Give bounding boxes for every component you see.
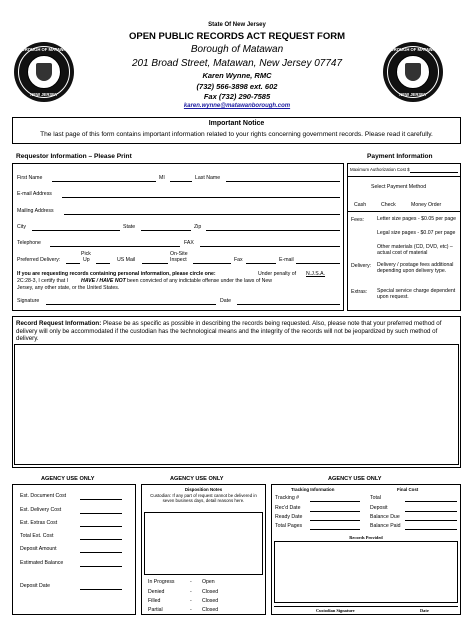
clerk-name: Karen Wynne, RMC: [202, 71, 272, 80]
fax-option-checkbox[interactable]: [193, 263, 231, 264]
pickup-checkbox[interactable]: [66, 263, 80, 264]
email-option-label: E-mail: [279, 257, 294, 263]
agency-right-title: AGENCY USE ONLY: [328, 476, 382, 482]
email-option-input[interactable]: [296, 263, 340, 264]
custodian-date-label: Date: [420, 608, 429, 613]
first-name-input[interactable]: [52, 181, 156, 182]
delivery-label: Delivery:: [351, 263, 372, 269]
mailing-address-input[interactable]: [64, 214, 340, 215]
fee-letter: Letter size pages - $0.05 per page: [377, 216, 457, 222]
signature-label: Signature: [17, 298, 40, 304]
zip-input[interactable]: [206, 230, 340, 231]
fax-option-label: Fax: [234, 257, 243, 263]
est-delivery-cost-input[interactable]: [80, 513, 122, 514]
fee-legal: Legal size pages - $0.07 per page: [377, 230, 456, 236]
final-total-label: Total: [370, 495, 381, 501]
onsite-label-1: On-Site: [170, 251, 188, 257]
city-input[interactable]: [32, 230, 120, 231]
personal-info-label: If you are requesting records containing personal information, please circle one:: [17, 271, 216, 277]
email-label: E-mail Address: [17, 191, 52, 197]
deposit-amount-label: Deposit Amount: [20, 546, 57, 552]
extras-text: Special service charge dependent upon request.: [377, 288, 456, 300]
clerk-phone: (732) 566-3898 ext. 602: [196, 82, 278, 91]
form-title: OPEN PUBLIC RECORDS ACT REQUEST FORM: [128, 31, 346, 42]
pickup-label-2: Up: [83, 257, 90, 263]
check-option[interactable]: Check: [381, 202, 396, 208]
estimated-balance-input[interactable]: [80, 566, 122, 567]
records-provided-label: Records Provided: [349, 535, 383, 540]
record-request-label: Record Request Information:: [16, 320, 102, 327]
borough-seal-left: BOROUGH OF MATAWAN NEW JERSEY: [14, 42, 74, 102]
email-option-checkbox[interactable]: [246, 263, 276, 264]
balance-due-input[interactable]: [405, 520, 457, 521]
telephone-label: Telephone: [17, 240, 41, 246]
fees-label: Fees:: [351, 217, 364, 223]
penalty-text-4: Jersey, any other state, or the United States.: [17, 285, 120, 291]
agency-left-title: AGENCY USE ONLY: [41, 476, 95, 482]
notice-text: The last page of this form contains important information related to your rights concerning government records. Please read it carefully.: [40, 131, 433, 138]
est-extras-cost-input[interactable]: [80, 526, 122, 527]
est-document-cost-input[interactable]: [80, 499, 122, 500]
total-est-cost-label: Total Est. Cost: [20, 533, 54, 539]
city-label: City: [17, 224, 26, 230]
status-denied[interactable]: Denied: [148, 589, 165, 595]
mi-label: MI: [159, 175, 165, 181]
status-closed-denied[interactable]: Closed: [202, 589, 219, 595]
total-pages-input[interactable]: [310, 529, 360, 530]
pickup-label-1: Pick: [81, 251, 91, 257]
estimated-balance-label: Estimated Balance: [20, 560, 64, 566]
disposition-notes-text: Custodian: If any part of request cannot be delivered in seven business days, detail reasons here.: [150, 493, 257, 504]
notice-title: Important Notice: [208, 120, 265, 127]
fax-input[interactable]: [200, 246, 340, 247]
status-closed-filled[interactable]: Closed: [202, 598, 219, 604]
final-total-input[interactable]: [405, 501, 457, 502]
balance-paid-input[interactable]: [405, 529, 457, 530]
max-auth-label: Maximum Authorization Cost $: [350, 167, 410, 172]
total-est-cost-input[interactable]: [80, 539, 122, 540]
first-name-label: First Name: [17, 175, 43, 181]
est-delivery-cost-label: Est. Delivery Cost: [20, 507, 62, 513]
mailing-address-label: Mailing Address: [17, 208, 54, 214]
njsa-link: N.J.S.A.: [306, 271, 326, 277]
records-provided-area[interactable]: [274, 541, 458, 603]
tracking-number-label: Tracking #: [275, 495, 300, 501]
penalty-text-1: Under penalty of: [258, 271, 297, 277]
status-open[interactable]: Open: [202, 579, 215, 585]
mi-input[interactable]: [170, 181, 192, 182]
balance-paid-label: Balance Paid: [370, 523, 401, 529]
recd-date-input[interactable]: [310, 511, 360, 512]
zip-label: Zip: [194, 224, 202, 230]
borough-name: Borough of Matawan: [190, 44, 284, 55]
status-filled[interactable]: Filled: [148, 598, 161, 604]
requestor-title: Requestor Information – Please Print: [16, 153, 132, 160]
signature-input[interactable]: [46, 304, 216, 305]
cash-option[interactable]: Cash: [354, 202, 367, 208]
onsite-label-2: Inspect: [170, 257, 187, 263]
delivery-text: Delivery / postage fees additional depending upon delivery type.: [377, 262, 454, 274]
state-input[interactable]: [141, 230, 191, 231]
ready-date-input[interactable]: [310, 520, 360, 521]
est-extras-cost-label: Est. Extras Cost: [20, 520, 58, 526]
ready-date-label: Ready Date: [275, 514, 303, 520]
record-request-textarea[interactable]: [14, 344, 459, 465]
deposit-date-input[interactable]: [80, 589, 122, 590]
status-partial[interactable]: Partial: [148, 607, 163, 613]
disposition-notes-title: Disposition Notes: [184, 487, 223, 492]
usmail-checkbox[interactable]: [96, 263, 110, 264]
final-deposit-input[interactable]: [405, 511, 457, 512]
fax-label: FAX: [184, 240, 194, 246]
extras-label: Extras:: [351, 289, 368, 295]
recd-date-label: Rec'd Date: [275, 505, 301, 511]
balance-due-label: Balance Due: [370, 514, 400, 520]
select-method-label: Select Payment Method: [371, 184, 427, 190]
penalty-text-2: 2C:28-3, I certify that I: [17, 278, 69, 284]
state-label-field: State: [123, 224, 136, 230]
clerk-fax: Fax (732) 290-7585: [203, 92, 271, 101]
status-in-progress[interactable]: In Progress: [148, 579, 175, 585]
final-deposit-label: Deposit: [370, 505, 388, 511]
fee-other: Other materials (CD, DVD, etc) – actual cost of material: [377, 244, 453, 256]
last-name-input[interactable]: [226, 181, 340, 182]
penalty-text-3: been convicted of any indictable offense under the laws of New: [127, 278, 272, 284]
state-label: State Of New Jersey: [208, 22, 266, 28]
have-have-not-choice[interactable]: HAVE / HAVE NOT: [81, 278, 126, 284]
est-document-cost-label: Est. Document Cost: [20, 493, 67, 499]
tracking-info-title: Tracking Information: [291, 487, 335, 492]
email-input[interactable]: [62, 197, 340, 198]
last-name-label: Last Name: [195, 175, 221, 181]
date-label: Date: [220, 298, 231, 304]
payment-title: Payment Information: [367, 153, 433, 160]
record-request-text: Please be as specific as possible in describing the records being requested. Also, please note that your preferred method of delivery will only be accommodated if the custodian has the technological means and the integrity of the records will not be jeopardized by such method of delivery.: [16, 320, 442, 343]
deposit-amount-input[interactable]: [80, 552, 122, 553]
borough-address: 201 Broad Street, Matawan, New Jersey 07747: [131, 58, 343, 69]
onsite-checkbox[interactable]: [142, 263, 168, 264]
agency-mid-title: AGENCY USE ONLY: [170, 476, 224, 482]
clerk-email-link[interactable]: karen.wynne@matawanborough.com: [183, 103, 291, 109]
custodian-signature-label: Custodian Signature: [316, 608, 355, 613]
disposition-notes-area[interactable]: [144, 512, 263, 575]
record-request-info: [16, 320, 457, 343]
tracking-number-input[interactable]: [310, 501, 360, 502]
preferred-delivery-label: Preferred Delivery:: [17, 257, 61, 263]
telephone-input[interactable]: [50, 246, 180, 247]
total-pages-label: Total Pages: [275, 523, 303, 529]
deposit-date-label: Deposit Date: [20, 583, 50, 589]
money-order-option[interactable]: Money Order: [411, 202, 442, 208]
max-auth-input[interactable]: [410, 172, 458, 173]
usmail-label: US Mail: [117, 257, 136, 263]
final-cost-title: Final Cost: [397, 487, 419, 492]
borough-seal-right: BOROUGH OF MATAWAN NEW JERSEY: [383, 42, 443, 102]
date-input[interactable]: [237, 304, 340, 305]
status-closed-partial[interactable]: Closed: [202, 607, 219, 613]
